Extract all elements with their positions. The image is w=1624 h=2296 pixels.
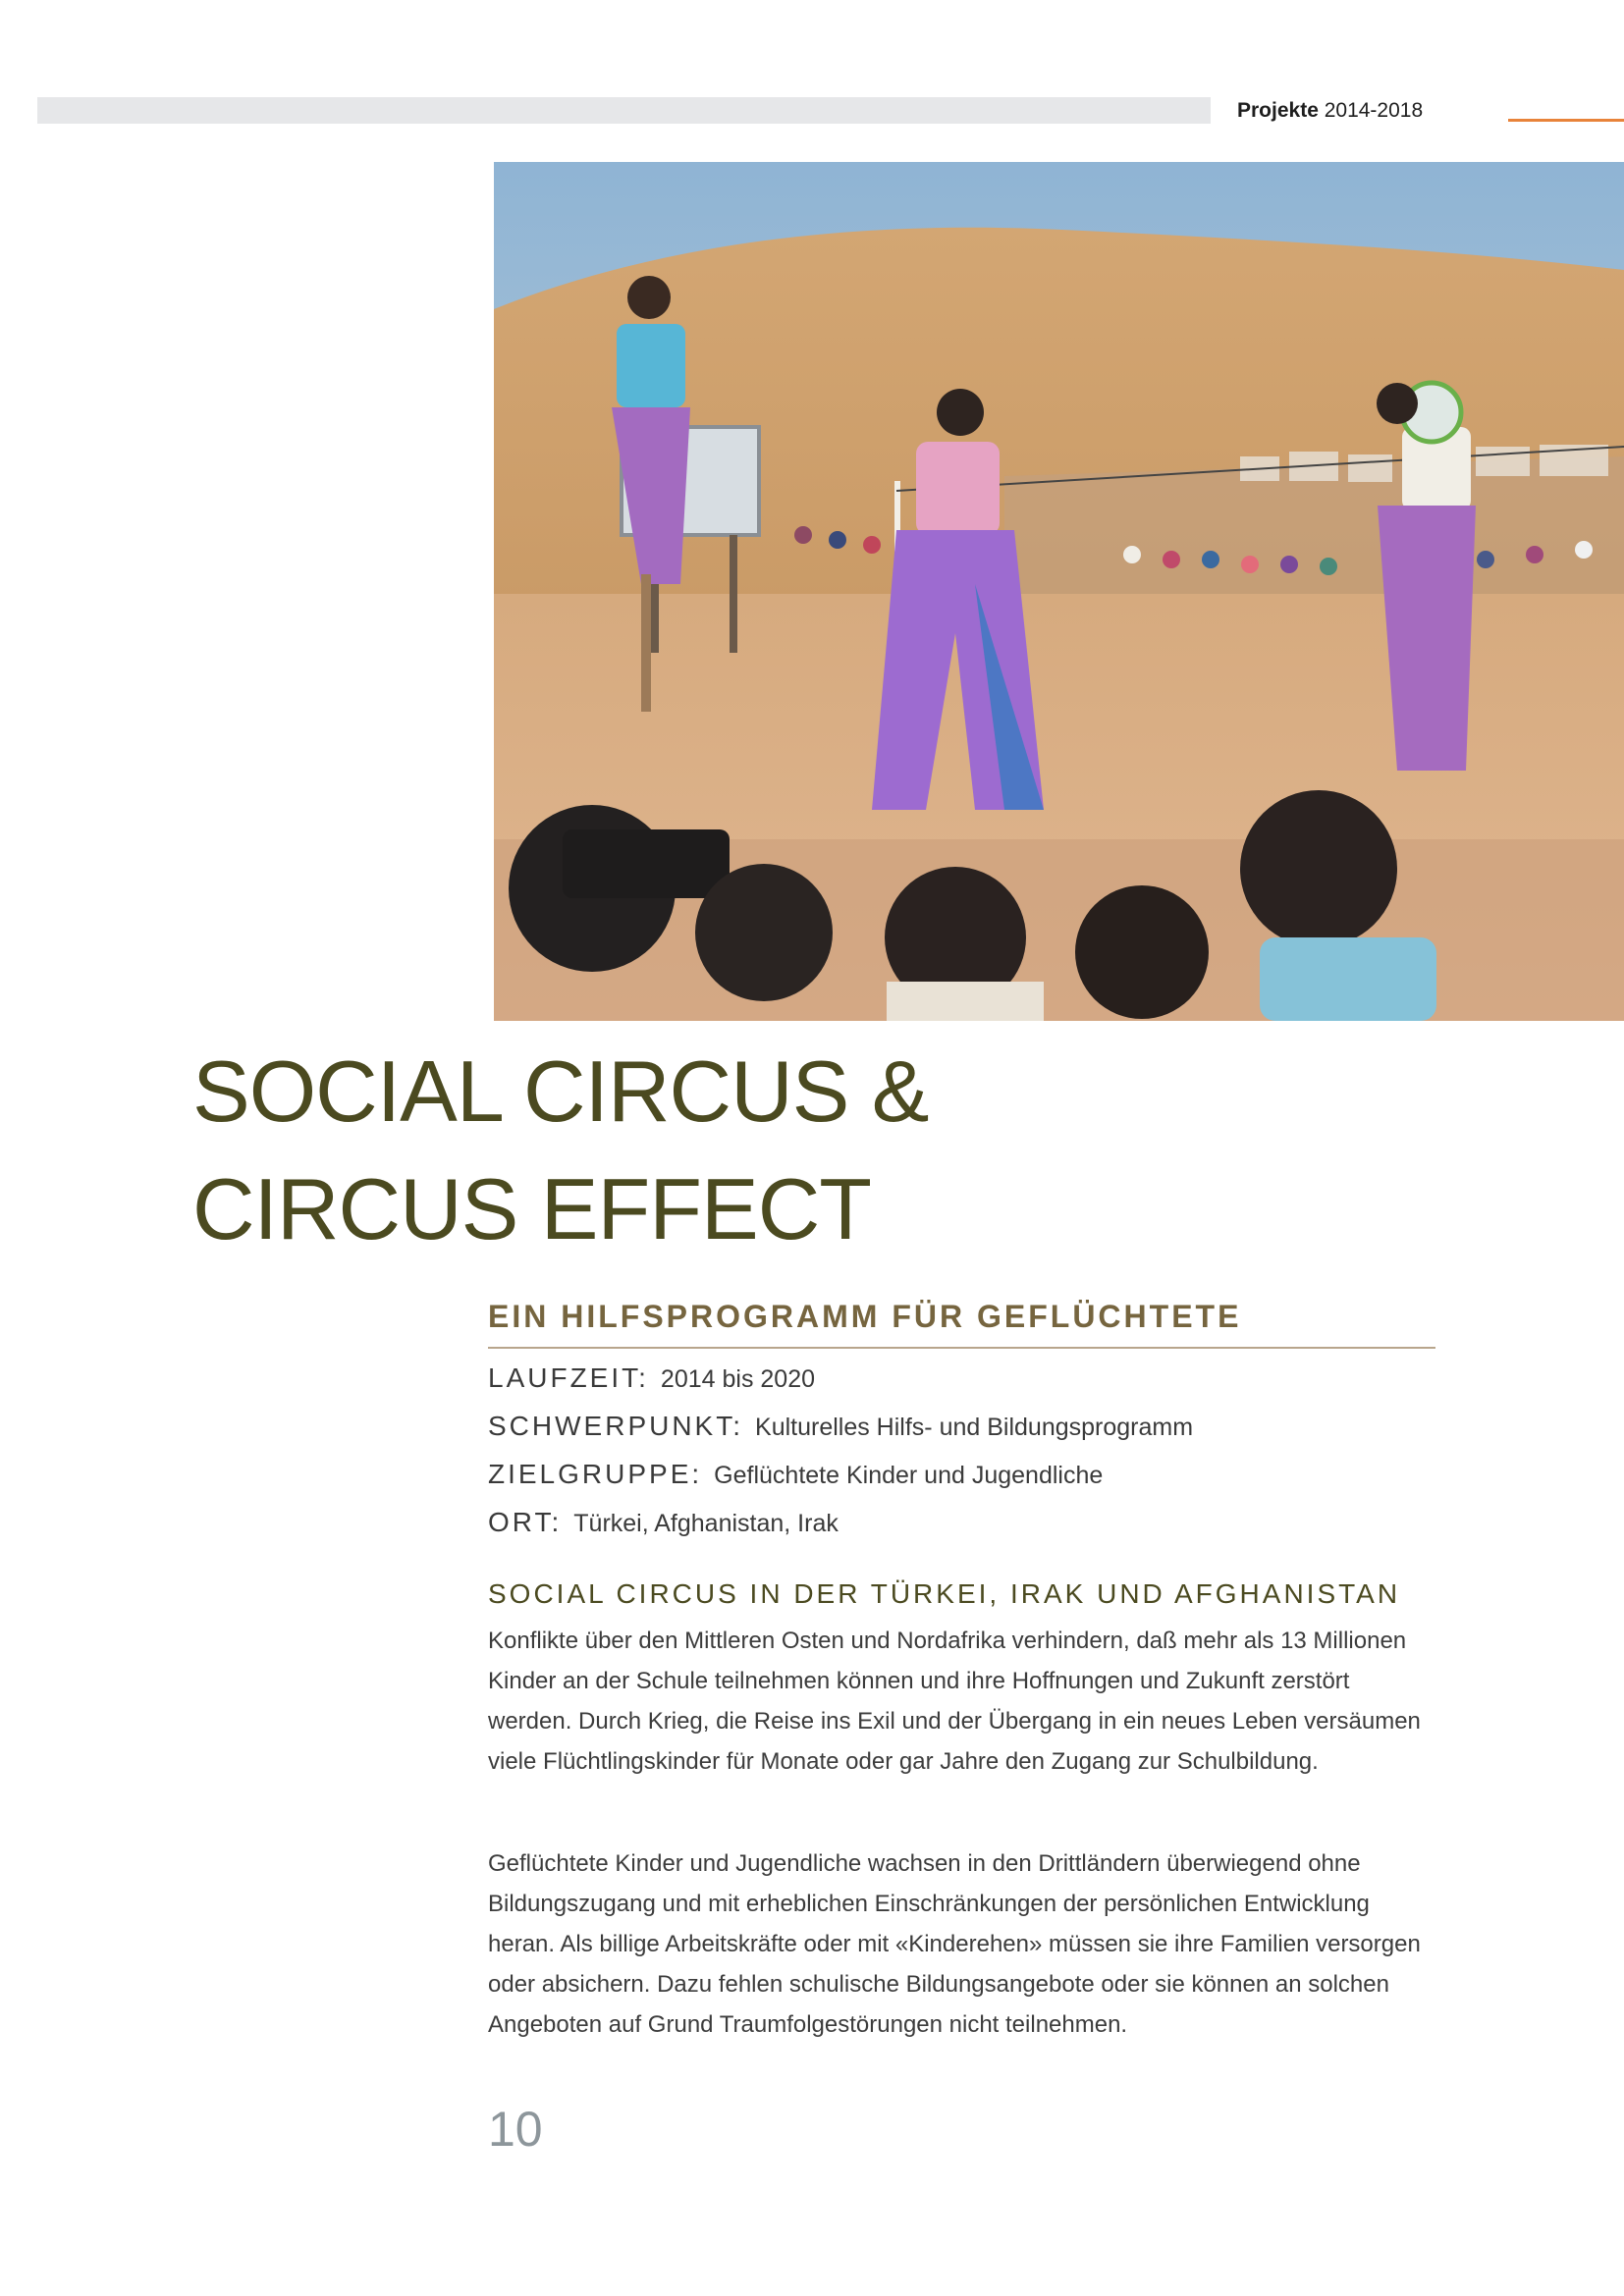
page-title — [192, 1033, 1076, 1268]
running-head — [1237, 99, 1423, 123]
fact-target-group — [488, 1459, 1435, 1507]
header-bar — [37, 97, 1211, 124]
fact-value: Geflüchtete Kinder und Jugendliche — [714, 1462, 1104, 1489]
fact-label: SCHWERPUNKT: — [488, 1411, 744, 1441]
fact-list — [488, 1362, 1435, 1555]
running-head-years: 2014-2018 — [1324, 99, 1424, 122]
title-line-2: CIRCUS EFFECT — [192, 1160, 871, 1257]
fact-label: ORT: — [488, 1507, 563, 1537]
fact-value: 2014 bis 2020 — [660, 1365, 816, 1393]
accent-line — [1508, 119, 1624, 122]
page-number: 10 — [488, 2102, 543, 2157]
fact-location — [488, 1507, 1435, 1555]
fact-duration — [488, 1362, 1435, 1411]
running-head-label: Projekte — [1237, 99, 1319, 122]
circus-photo — [494, 162, 1624, 1021]
fact-value: Kulturelles Hilfs- und Bildungsprogramm — [755, 1414, 1194, 1441]
body-paragraph: Konflikte über den Mittleren Osten und Nordafrika verhindern, daß mehr als 13 Millionen Kinder an der Schule teilnehmen können und ihre Hoffnungen und Zukunft zerstört werden. Durch Krieg, die Reise ins Exil und der Übergang in ein neues Leben versäumen viele Flüchtlingskinder für Monate oder gar Jahre den Zugang zur Schulbildung. — [488, 1628, 1421, 1775]
fact-focus — [488, 1411, 1435, 1459]
fact-label: ZIELGRUPPE: — [488, 1459, 703, 1489]
section-heading: SOCIAL CIRCUS IN DER TÜRKEI, IRAK UND AFGHANISTAN — [488, 1578, 1401, 1609]
subtitle: EIN HILFSPROGRAMM FÜR GEFLÜCHTETE — [488, 1299, 1242, 1334]
fact-label: LAUFZEIT: — [488, 1362, 649, 1393]
fact-value: Türkei, Afghanistan, Irak — [573, 1510, 839, 1537]
body-paragraph: Geflüchtete Kinder und Jugendliche wachsen in den Drittländern überwiegend ohne Bildungszugang und mit erheblichen Einschränkungen der persönlichen Entwicklung heran. Als billige Arbeitskräfte oder mit «Kinderehen» müssen sie ihre Familien versorgen oder absichern. Dazu fehlen schulische Bildungsangebote oder sie können an solchen Angeboten auf Grund Traumfolgestörungen nicht teilnehmen. — [488, 1850, 1421, 2038]
title-line-1: SOCIAL CIRCUS & — [192, 1042, 929, 1140]
subtitle-rule — [488, 1347, 1435, 1349]
